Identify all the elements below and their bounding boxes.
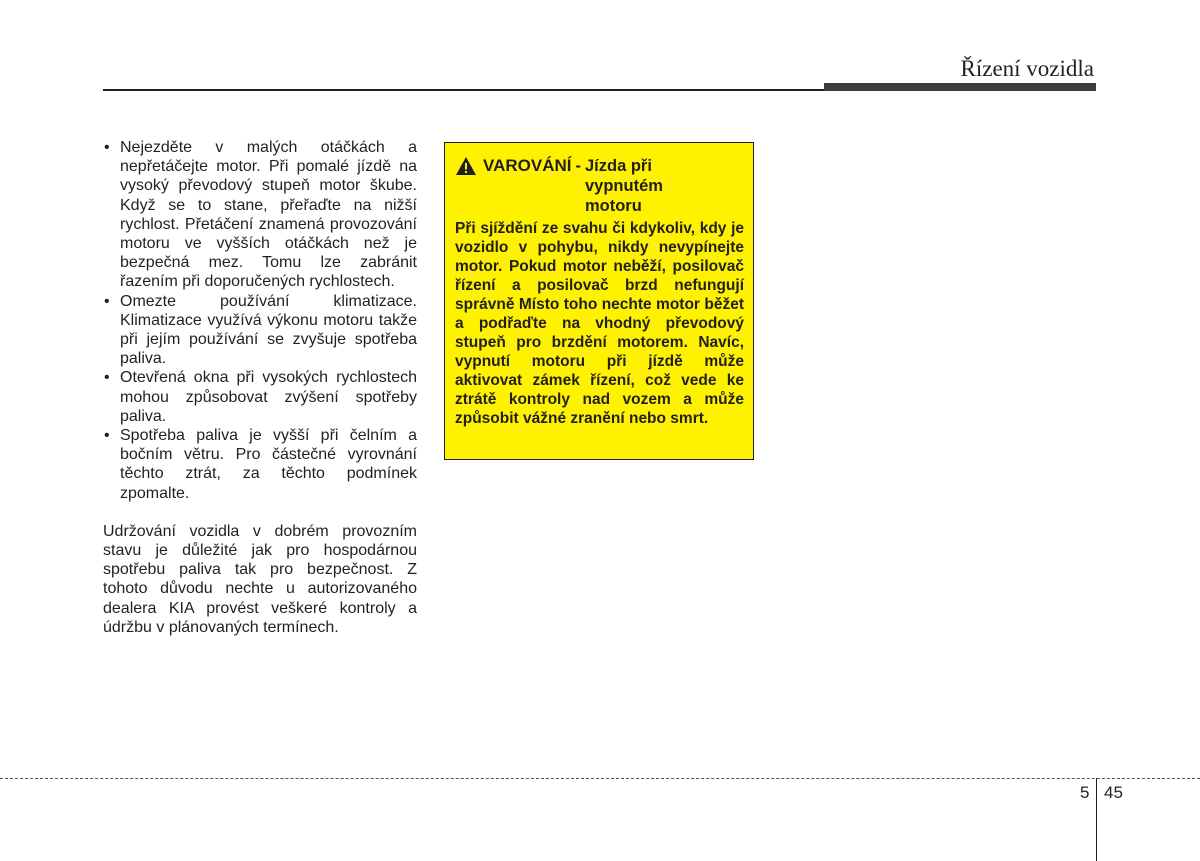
bullet-icon: •	[104, 369, 110, 387]
list-item	[103, 426, 417, 503]
warning-label: VAROVÁNÍ	[483, 156, 572, 175]
left-text-column	[103, 138, 417, 653]
page-number: 45	[1104, 783, 1123, 802]
bullet-list	[103, 138, 417, 503]
header-rule-accent	[824, 83, 1096, 91]
warning-box	[444, 142, 754, 460]
warning-subject: Jízda při vypnutém motoru	[584, 157, 663, 215]
bullet-text: Spotřeba paliva je vyšší při čelním a bočním větru. Pro částečné vyrovnání těchto ztrát, za těchto podmínek zpomalte.	[120, 427, 417, 502]
warning-triangle-icon	[455, 156, 477, 176]
bullet-text: Otevřená okna při vysokých rychlostech mohou způsobovat zvýšení spotřeby paliva.	[120, 369, 417, 425]
bullet-text: Omezte používání klimatizace. Klimatizace využívá výkonu motoru takže při jejím používání se zvyšuje spotřeba paliva.	[120, 292, 417, 368]
warning-dash: -	[575, 157, 581, 175]
page-header-title: Řízení vozidla	[960, 56, 1094, 81]
list-item	[103, 138, 417, 292]
warning-heading	[455, 156, 744, 216]
warning-body: Při sjíždění ze svahu či kdykoliv, kdy je vozidlo v pohybu, nikdy nevypínejte motor. Pokud motor neběží, posilovač řízení a posilovač brzd nefungují správně Místo toho nechte motor běžet a podřaďte na vhodný převodový stupeň pro brzdění motorem. Navíc, vypnutí motoru při jízdě může aktivovat zámek řízení, což vede ke ztrátě kontroly nad vozem a může způsobit vážné zranění nebo smrt.	[455, 220, 744, 427]
bullet-text: Nejezděte v malých otáčkách a nepřetáčejte motor. Při pomalé jízdě na vysoký převodový stupeň motor škube. Když se to stane, přeřaďte na nižší rychlost. Přetáčení znamená provozování motoru ve vyšších otáčkách než je bezpečná mez. Tomu lze zabránit řazením při doporučených rychlostech.	[120, 139, 417, 291]
list-item	[103, 292, 417, 369]
bullet-icon: •	[104, 292, 110, 310]
footer-dashed-rule	[0, 778, 1200, 779]
footer-divider	[1096, 778, 1097, 861]
bullet-icon: •	[104, 427, 110, 445]
header-rule	[103, 89, 825, 91]
bullet-icon: •	[104, 139, 110, 156]
list-item	[103, 368, 417, 426]
maintenance-paragraph: Udržování vozidla v dobrém provozním stavu je důležité jak pro hospodárnou spotřebu paliva tak pro bezpečnost. Z tohoto důvodu nechte u autorizovaného dealera KIA provést veškeré kontroly a údržbu v plánovaných termínech.	[103, 522, 417, 636]
chapter-number: 5	[1080, 783, 1090, 802]
